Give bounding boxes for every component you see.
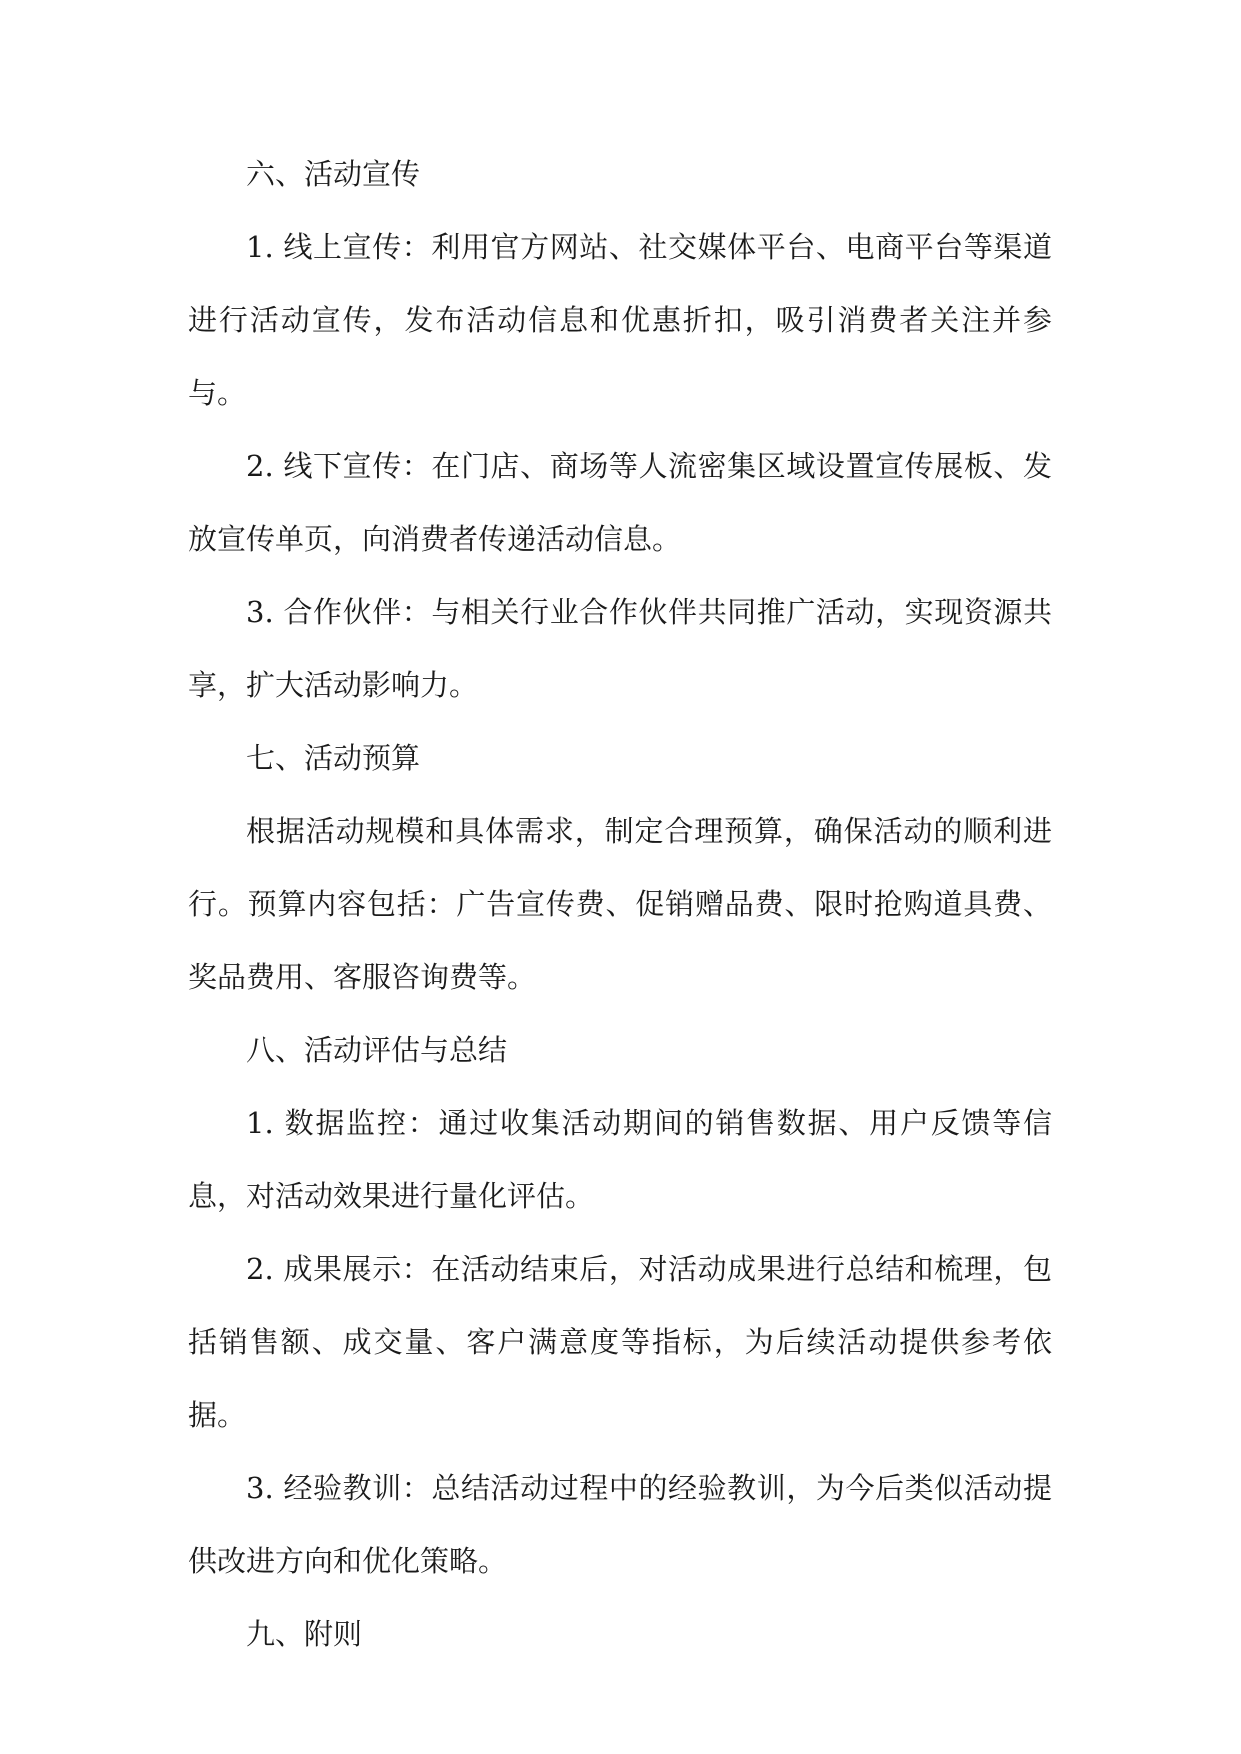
section-heading-budget: 七、活动预算: [246, 741, 421, 775]
paragraph-results-showcase: 2. 成果展示：在活动结束后，对活动成果进行总结和梳理，包括销售额、成交量、客户满意度等指标，为后续活动提供参考依据。: [188, 1252, 1052, 1432]
paragraph-partners: 3. 合作伙伴：与相关行业合作伙伴共同推广活动，实现资源共享，扩大活动影响力。: [188, 595, 1052, 702]
section-heading-appendix: 九、附则: [246, 1617, 363, 1651]
paragraph-offline-publicity: 2. 线下宣传：在门店、商场等人流密集区域设置宣传展板、发放宣传单页，向消费者传递活动信息。: [188, 449, 1052, 556]
paragraph-data-monitoring: 1. 数据监控：通过收集活动期间的销售数据、用户反馈等信息，对活动效果进行量化评估。: [188, 1106, 1052, 1213]
paragraph-lessons-learned: 3. 经验教训：总结活动过程中的经验教训，为今后类似活动提供改进方向和优化策略。: [188, 1471, 1052, 1578]
section-heading-publicity: 六、活动宣传: [246, 157, 421, 191]
section-heading-evaluation: 八、活动评估与总结: [246, 1033, 508, 1067]
document-body: [188, 138, 1052, 1671]
paragraph-budget: 根据活动规模和具体需求，制定合理预算，确保活动的顺利进行。预算内容包括：广告宣传费、促销赠品费、限时抢购道具费、奖品费用、客服咨询费等。: [188, 814, 1052, 994]
paragraph-online-publicity: 1. 线上宣传：利用官方网站、社交媒体平台、电商平台等渠道进行活动宣传，发布活动信息和优惠折扣，吸引消费者关注并参与。: [188, 230, 1052, 410]
